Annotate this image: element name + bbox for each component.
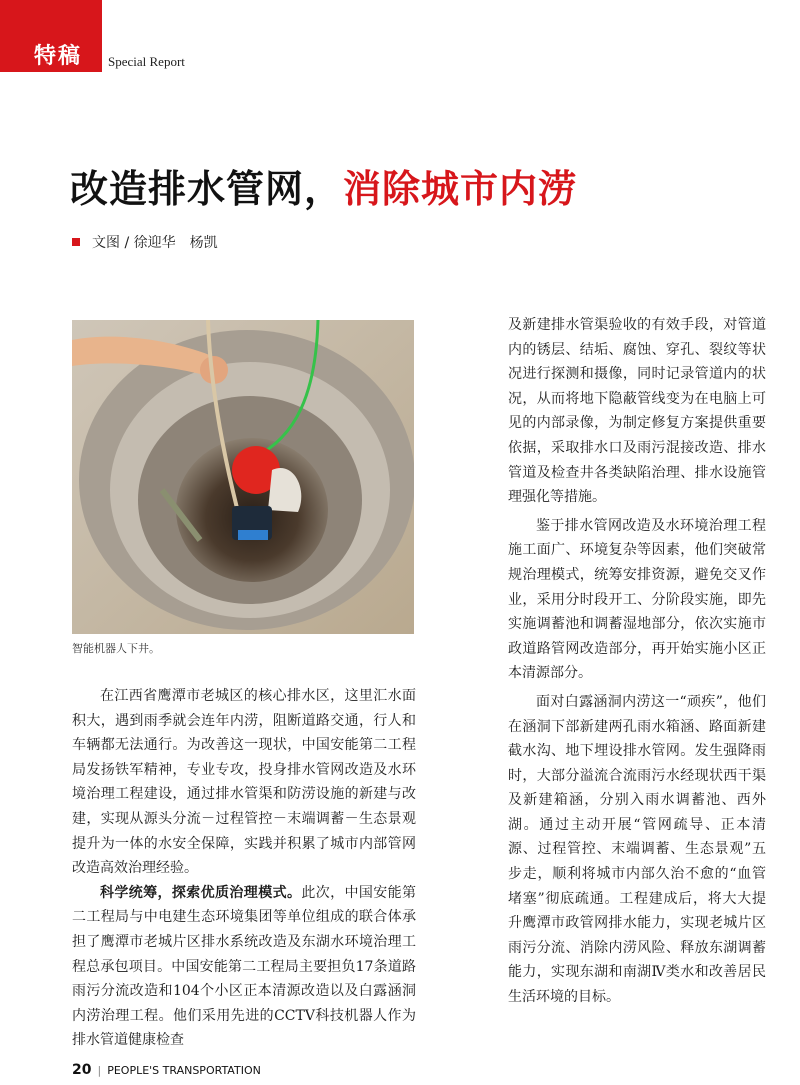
robot-light [238,530,268,540]
manhole-robot-illustration [72,320,414,634]
footer-divider: | [97,1064,102,1077]
red-square-icon [72,238,80,246]
page-footer [72,1062,261,1078]
column-left [72,684,416,1053]
photo-caption: 智能机器人下井。 [72,642,160,655]
section-tab [0,0,102,72]
title-part-red: 消除城市内涝 [343,167,578,211]
article-title [70,165,577,213]
title-part-black: 改造排水管网， [70,167,344,211]
magazine-name: PEOPLE'S TRANSPORTATION [107,1064,261,1077]
paragraph-5: 面对白露涵洞内涝这一“顽疾”，他们在涵洞下部新建两孔雨水箱涵、路面新建截水沟、地下埋设排水管网。发生强降雨时，大部分溢流合流雨污水经现状西干渠及新建箱涵，分别入雨水调蓄池、西外湖。通过主动开展“管网疏导、正本清源、过程管控、末端调蓄、生态景观”五步走，顺利将城市内部久治不愈的“血管堵塞”彻底疏通。工程建成后，将大大提升鹰潭市政管网排水能力，实现老城片区雨污分流、消除内涝风险、释放东湖调蓄能力，实现东湖和南湖Ⅳ类水和改善居民生活环境的目标。 [508,693,766,1006]
paragraph-3: 及新建排水管渠验收的有效手段，对管道内的锈层、结垢、腐蚀、穿孔、裂纹等状况进行探测和摄像，同时记录管道内的状况，从而将地下隐蔽管线变为在电脑上可见的内部录像，为制定修复方案提供重要依据，采取排水口及雨污混接改造、排水管道及检查井各类缺陷治理、排水设施管理强化等措施。 [508,317,766,506]
section-english: Special Report [108,54,185,69]
paragraph-2 [72,881,416,1053]
article-photo [72,320,414,634]
paragraph-2-lead: 科学统筹，探索优质治理模式。 [100,884,302,901]
paragraph-2-text: 此次，中国安能第二工程局与中电建生态环境集团等单位组成的联合体承担了鹰潭市老城片区排水系统改造及东湖水环境治理工程总承包项目。中国安能第二工程局主要担负17条道路雨污分流改造和104个小区正本清源改造以及白露涵洞内涝治理工程。他们采用先进的CCTV科技机器人作为排水管道健康检查 [72,884,417,1049]
paragraph-4: 鉴于排水管网改造及水环境治理工程施工面广、环境复杂等因素，他们突破常规治理模式，统筹安排资源，避免交叉作业，采用分时段开工、分阶段实施，即先实施调蓄池和调蓄湿地部分，依次实施市政道路管网改造部分，再开始实施小区正本清源部分。 [508,517,766,682]
page-number: 20 [72,1062,92,1078]
paragraph-1: 在江西省鹰潭市老城区的核心排水区，这里汇水面积大，遇到雨季就会连年内涝，阻断道路交通，行人和车辆都无法通行。为改善这一现状，中国安能第二工程局发扬铁军精神，专业专攻，投身排水管网改造及水环境治理工程建设，通过排水管渠和防涝设施的新建与改建，实现从源头分流－过程管控－末端调蓄－生态景观提升为一体的水安全保障，实践并积累了城市内部管网改造高效治理经验。 [72,688,416,877]
section-tag: 特稿 [34,44,83,69]
byline [72,232,218,252]
byline-text: 文图 / 徐迎华 杨凯 [92,235,218,251]
column-right [508,313,766,1010]
